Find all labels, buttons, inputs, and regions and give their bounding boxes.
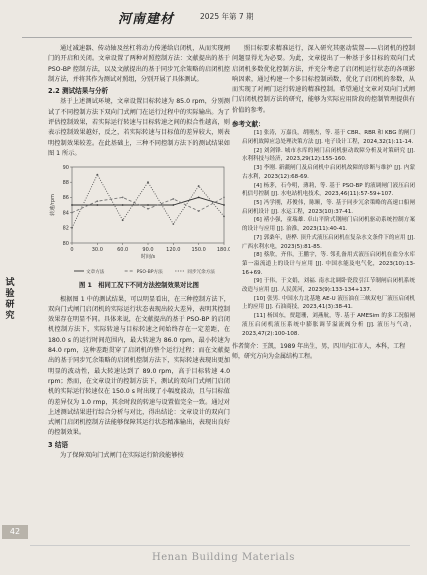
data-point bbox=[122, 204, 124, 206]
x-tick-label: 0 bbox=[70, 247, 74, 254]
paragraph: 通过减速器、传动轴及丝杠将动力传递给启闭机，从而实现闸门的开启和关闭。文章设置了两种对照控制方法：文献提出的基于 PSO-BP 控制方法，以及文献提出的基于同步冗余策略的启闭机控制方法，并将其作为测试对照组，分别开展了具体测试。 bbox=[48, 45, 230, 83]
reference-item: [3] 李刚. 新疆闸门及启闭机中启闭机故障的诊断与维护 [J]. 内蒙古水利，2023(12):68-69. bbox=[242, 165, 415, 180]
section-heading: 3 结语 bbox=[48, 440, 69, 449]
data-point bbox=[223, 197, 225, 199]
x-axis-label: 时间/s bbox=[140, 254, 156, 261]
reference-item: [6] 褚小强，童瑞雄. 卓山平阶式钢闸门启闭机驱动系统控制方案的设计与应用 [J]. 治淮，2023(11):40-41. bbox=[242, 217, 415, 233]
reference-item: [2] 刘剑锋. 城市水库的闸门启闭机驱动故障分析及对策研究 [J]. 水利科技与经济，2023,29(12):155-160. bbox=[242, 147, 415, 163]
line-chart bbox=[48, 161, 230, 279]
y-tick-label: 82 bbox=[62, 225, 69, 232]
paragraph: 为了保障双向门式闸门在实际运行阶段能够按 bbox=[60, 452, 184, 460]
reference-item: [7] 郭桑年，唐桦. 顶升式液压启闭机在复杂水文条件下的应用 [J]. 广西水利水电，2023(5):81-85. bbox=[242, 234, 415, 250]
data-point bbox=[198, 210, 200, 212]
data-point bbox=[223, 216, 225, 218]
reference-item: [9] 于伟，于文娟，刘福. 南水北调卧瓷段引江节制闸启闭机系统改造与应用 [J]. 人民黄河，2023(9):133-134+137. bbox=[242, 278, 415, 294]
references-title: 参考文献： bbox=[232, 120, 265, 129]
x-tick-label: 120.0 bbox=[166, 247, 181, 254]
figure-caption: 图 1 相同工况下不同方法控制效果对比图 bbox=[79, 282, 199, 290]
data-point bbox=[198, 185, 200, 187]
header-divider bbox=[22, 37, 412, 38]
data-point bbox=[147, 204, 149, 206]
y-tick-label: 90 bbox=[62, 165, 69, 172]
data-point bbox=[96, 174, 98, 176]
y-tick-label: 84 bbox=[62, 210, 69, 217]
journal-logo: 河南建材 bbox=[118, 12, 175, 27]
page-header bbox=[0, 0, 427, 42]
x-tick-label: 180.0 bbox=[216, 247, 230, 254]
footer-divider bbox=[30, 545, 410, 546]
section-heading: 2.2 测试结果与分析 bbox=[48, 87, 109, 96]
x-tick-label: 30.0 bbox=[91, 247, 103, 254]
reference-item: [11] 杨国东，贾超珊，刘燕航，等. 基于 AMESim 的多工况船闸液压启闭机液压系统中膨胀调节溢流阀分析 [J]. 液压与气动，2023,47(2):100-108. bbox=[242, 313, 415, 337]
data-point bbox=[223, 204, 225, 206]
data-point bbox=[172, 198, 174, 200]
data-point bbox=[122, 197, 124, 199]
issue-label: 2025 年第 7 期 bbox=[200, 12, 254, 21]
series-line bbox=[72, 198, 224, 206]
data-point bbox=[71, 212, 73, 214]
legend-label: 同步冗余方法 bbox=[187, 270, 215, 276]
data-point bbox=[147, 208, 149, 210]
paragraph: 基于上述测试环境，文章设置目标转速为 85.0 rpm，分别测试了不同控制方法下双向门式闸门在运行过程中的实际输出。为了评估控制效果，若实际运行转速与目标转速之间的拟合性越高，则表示控制效果越好，反之，若实际转速与目标值的差异较大，则表明控制效果较差。在此基础上，三种不同控制方法下的测试结果如图 1 所示。 bbox=[48, 98, 230, 157]
y-tick-label: 80 bbox=[62, 241, 69, 248]
reference-item: [4] 杨茅，石今明，薄莉，等. 基于 PSO-BP 的液调闸门液压启闭机信号控制 [J]. 水电站机电技术，2023,46(11):57-59+107. bbox=[242, 182, 415, 198]
author-bio: 作者简介：王凯，1989 年出生，男，四川内江市人，本科，工程师，研究方向为金属结构工程。 bbox=[232, 343, 406, 360]
x-tick-label: 90.0 bbox=[142, 247, 154, 254]
page-number: 42 bbox=[2, 525, 28, 539]
x-tick-label: 150.0 bbox=[191, 247, 206, 254]
footer-brand: Henan Building Materials bbox=[152, 552, 295, 563]
data-point bbox=[172, 223, 174, 225]
right-column bbox=[232, 44, 415, 361]
reference-item: [10] 张男. 中国水力北基地 AE-U 液压油在三峡双电厂液压启闭机上的应用 [J]. 石油商技，2023,41(3):38-41. bbox=[242, 295, 415, 311]
x-tick-label: 60.0 bbox=[117, 247, 129, 254]
reference-item: [1] 张涛，万嘉良，胡刚杰，等. 基于 CBR、RBR 和 KBG 的闸门启闭机故障应急处理决策方法 [J]. 电子设计工程，2024,32(1):11-14. bbox=[242, 130, 415, 146]
reference-list bbox=[232, 129, 415, 338]
paragraph: 根据图 1 中的测试结果，可以明显看出，在三种控制方法下，双向门式闸门启闭机的实际运行状态表现出较大差异，表明其控制效果存在明显不同。具体来说，在文献提出的基于 PSO-BP 的启闭机控制方法下，实际转速与目标转速之间始终存在一定差距，在 180.0 s 的运行时间范围内，最大转速为 86.0 rpm，最小转速为 84.0 rpm，这种差距贯穿了启闭机的整个运行过程；而在文献提出的基于同步冗余策略的启闭机控制方法下，实际转速表现出更加明显的波动性，最大转速达到了 89.0 rpm，高于目标转速 4.0 rpm；然而，在文章设计的控制方法下，测试的双向门式闸门启闭机的实际运行转速仅在 150.0 s 时出现了小幅度波动，且与目标值的差异仅为 1.0 rmp，其余时段的转速与设置值完全一致。通过对上述测试结果进行综合分析与对比，得出结论：文章设计的双向门式闸门启闭机控制方法能够保障其运行状态精准输出，表现出良好的控制效果。 bbox=[48, 295, 230, 437]
data-point bbox=[71, 227, 73, 229]
data-point bbox=[172, 204, 174, 206]
section-side-label: 试验研究 bbox=[5, 278, 15, 321]
y-tick-label: 88 bbox=[62, 180, 69, 187]
data-point bbox=[96, 204, 98, 206]
reference-item: [5] 冯学刚，苏俊伟，陈顺，等. 基于同步冗余策略的高速口船闸启闭机设计 [J]. 水运工程，2023(10):37-41. bbox=[242, 200, 415, 215]
paragraph: 照目标要求精准运行，深入研究其驱动装置——启闭机的控制问题显得尤为必要。为此，文章提出了一种基于多目标的双向门式启闭机多数优化控制方法，并充分考虑了启闭机运行状态的各项影响因素，通过构建一个多目标控制函数，优化了启闭机的参数，从而实现了对闸门运行转速的精准控制。希望通过文章对双向门式闸门启闭机控制方法的研究，能够为实际应用阶段的控制管理提供有价值的参考。 bbox=[232, 45, 415, 114]
y-axis-label: 转速/rpm bbox=[50, 194, 56, 217]
legend-label: 文章方法 bbox=[86, 270, 105, 276]
legend-label: PSO-BP方法 bbox=[136, 270, 163, 276]
figure-1-chart bbox=[48, 161, 230, 279]
data-point bbox=[96, 201, 98, 203]
left-column bbox=[48, 44, 230, 461]
data-point bbox=[122, 220, 124, 222]
data-point bbox=[147, 182, 149, 184]
data-point bbox=[71, 204, 73, 206]
data-point bbox=[198, 197, 200, 199]
y-tick-label: 86 bbox=[62, 195, 69, 202]
reference-item: [8] 蔡欣，齐伟，王鹏宇，等. 邻孔备用式液压启闭机在盐分水库第一溢流道上的设计与应用 [J]. 中国水能及电气化，2023(10):13-16+69. bbox=[242, 252, 415, 276]
